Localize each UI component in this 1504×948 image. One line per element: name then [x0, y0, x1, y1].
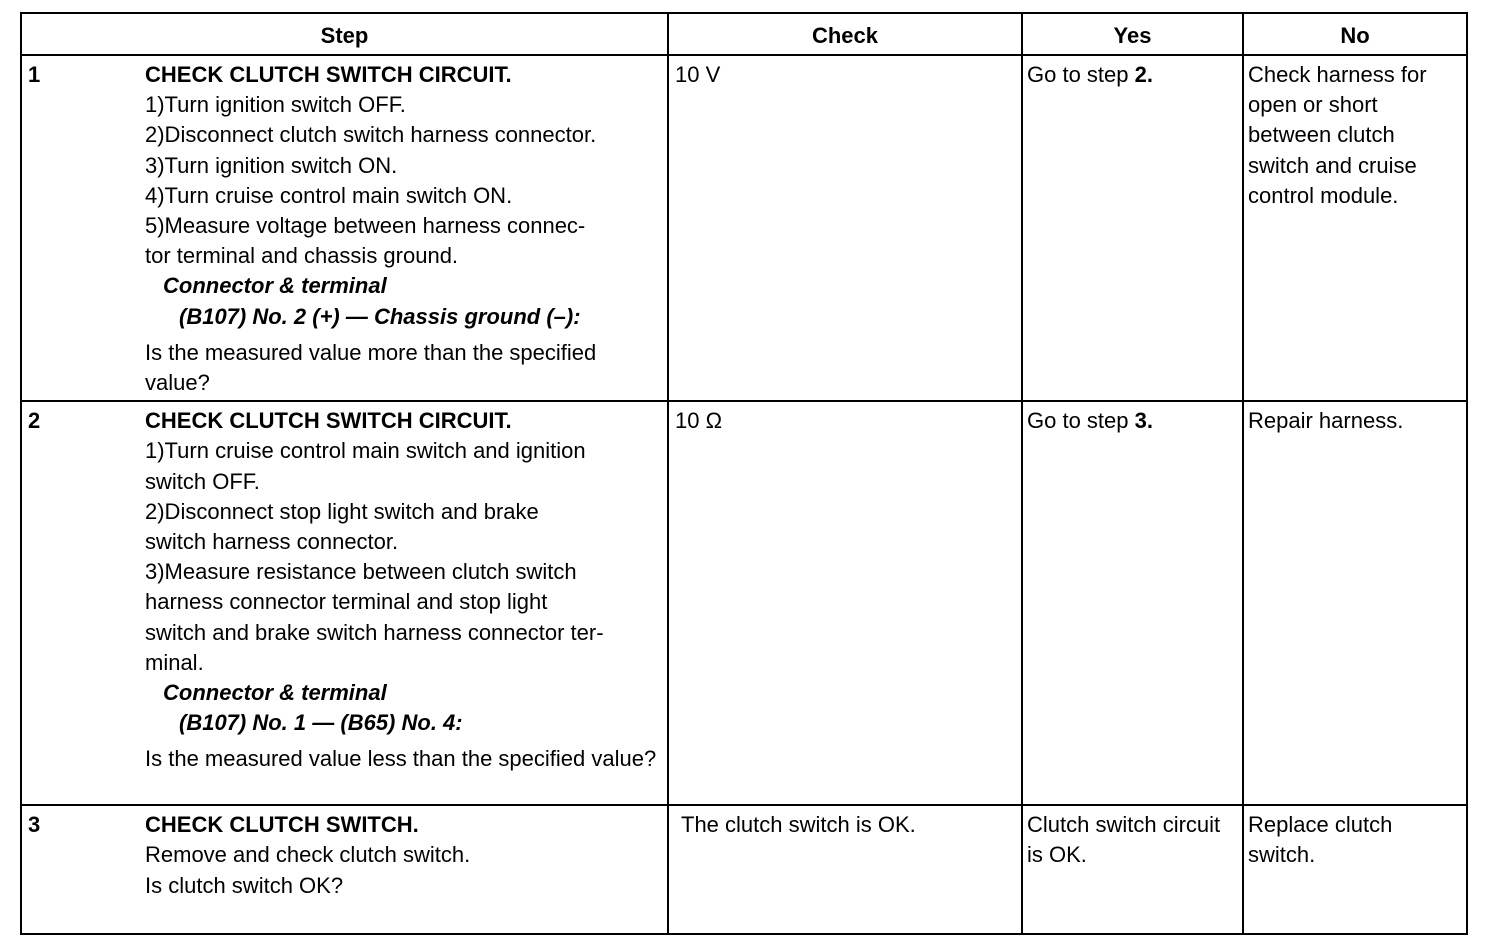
- step-line: 1)Turn cruise control main switch and ignition: [145, 438, 586, 464]
- step-line: 3)Measure resistance between clutch switch: [145, 559, 577, 585]
- check-value: 10 V: [668, 55, 1022, 401]
- step-number: 1: [21, 55, 145, 401]
- step-line: 3)Turn ignition switch ON.: [145, 152, 398, 178]
- header-step: Step: [21, 13, 668, 55]
- header-check: Check: [668, 13, 1022, 55]
- connector-title: Connector & terminal: [163, 273, 387, 299]
- check-value: 10 Ω: [668, 401, 1022, 805]
- header-yes: Yes: [1022, 13, 1243, 55]
- yes-action: [1022, 401, 1243, 805]
- step-description: [145, 401, 668, 805]
- connector-value: (B107) No. 2 (+) — Chassis ground (–):: [179, 303, 581, 329]
- step-line: switch harness connector.: [145, 529, 399, 555]
- diagnostic-table: [20, 12, 1468, 935]
- step-line: 2)Disconnect stop light switch and brake: [145, 498, 539, 524]
- table-row: [21, 805, 1467, 934]
- header-no: No: [1243, 13, 1467, 55]
- step-line: harness connector terminal and stop light: [145, 589, 548, 615]
- step-title: CHECK CLUTCH SWITCH CIRCUIT.: [145, 408, 512, 434]
- yes-text: Go to step: [1027, 408, 1135, 434]
- step-line: switch and brake switch harness connector ter-: [145, 619, 604, 645]
- connector-title: Connector & terminal: [163, 680, 387, 706]
- yes-step: 2.: [1134, 62, 1153, 87]
- step-number: 3: [21, 805, 145, 934]
- step-title: CHECK CLUTCH SWITCH CIRCUIT.: [145, 62, 512, 87]
- step-description: [145, 805, 668, 934]
- step-line: Remove and check clutch switch.: [145, 842, 471, 868]
- table-row: [21, 401, 1467, 805]
- no-action: Replace clutch switch.: [1243, 805, 1467, 934]
- step-number: 2: [21, 401, 145, 805]
- step-line: 4)Turn cruise control main switch ON.: [145, 182, 513, 208]
- step-question: Is the measured value less than the specified value?: [145, 746, 657, 772]
- check-value: The clutch switch is OK.: [668, 805, 1022, 934]
- step-line: minal.: [145, 649, 204, 675]
- step-question: Is the measured value more than the specified value?: [145, 339, 597, 396]
- yes-action: [1022, 55, 1243, 401]
- step-line: 1)Turn ignition switch OFF.: [145, 92, 406, 118]
- yes-action: Clutch switch circuit is OK.: [1022, 805, 1243, 934]
- no-action: Check harness for open or short between clutch switch and cruise control module.: [1243, 55, 1467, 401]
- step-line: 2)Disconnect clutch switch harness connector.: [145, 122, 597, 148]
- no-action: Repair harness.: [1243, 401, 1467, 805]
- step-line: 5)Measure voltage between harness connec-: [145, 213, 586, 239]
- step-line: Is clutch switch OK?: [145, 872, 344, 898]
- connector-value: (B107) No. 1 — (B65) No. 4:: [179, 710, 463, 736]
- step-line: tor terminal and chassis ground.: [145, 243, 459, 269]
- header-row: [21, 13, 1467, 55]
- yes-step: 3.: [1134, 408, 1153, 434]
- yes-text: Go to step: [1027, 62, 1135, 87]
- step-description: [145, 55, 668, 401]
- step-line: switch OFF.: [145, 468, 260, 494]
- table-row: [21, 55, 1467, 401]
- step-title: CHECK CLUTCH SWITCH.: [145, 812, 419, 838]
